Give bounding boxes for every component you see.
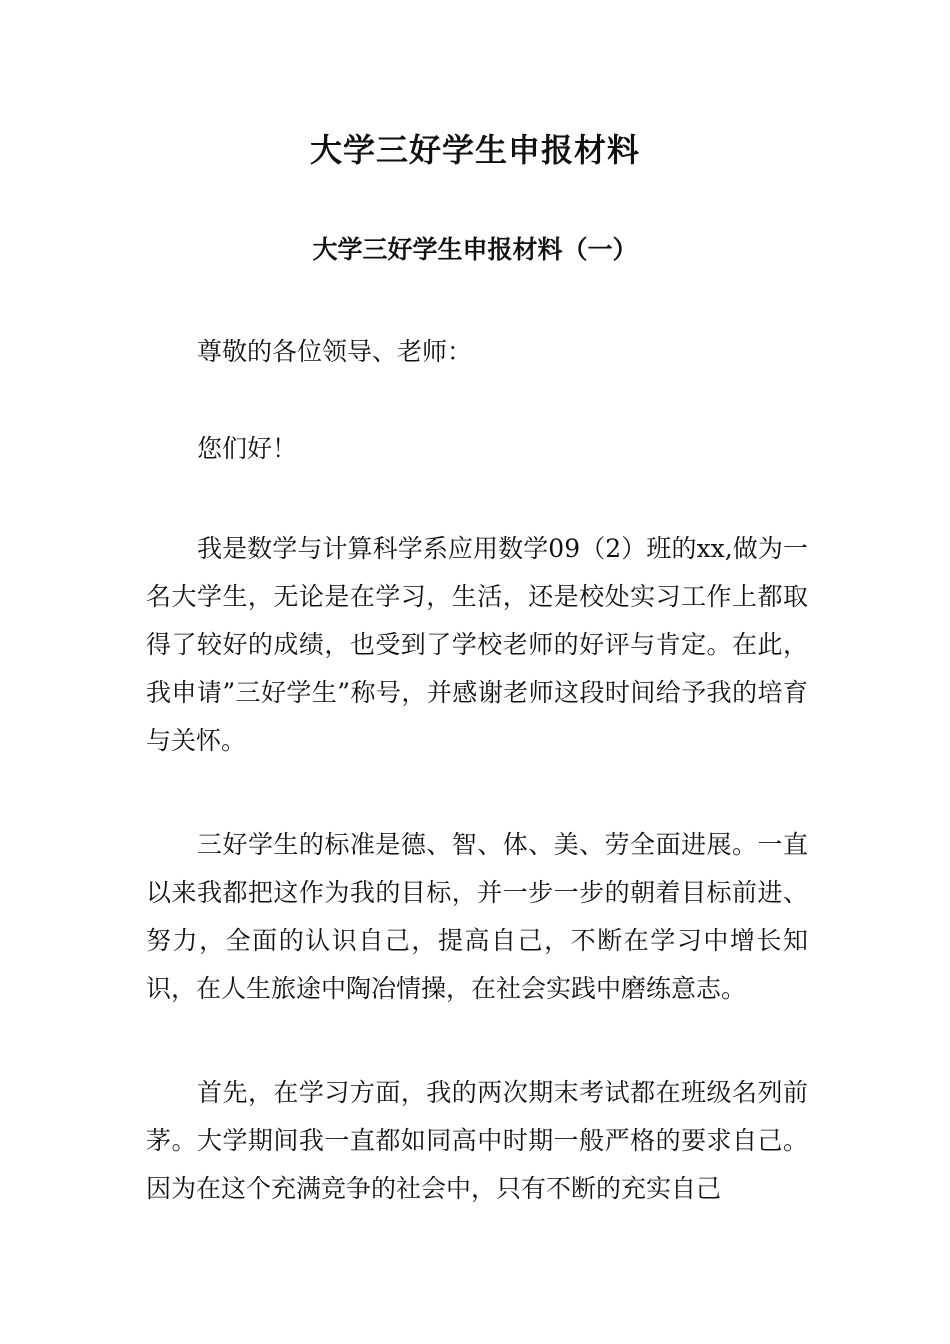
paragraph-standard: 三好学生的标准是德、智、体、美、劳全面进展。一直以来我都把这作为我的目标，并一步一步的朝着目标前进、努力，全面的认识自己，提高自己，不断在学习中增长知识，在人生旅途中陶冶情操，在社会实践中磨练意志。 <box>146 830 808 1003</box>
paragraph-hello: 您们好！ <box>197 434 298 463</box>
document-title: 大学三好学生申报材料 <box>309 131 640 169</box>
paragraph-greeting: 尊敬的各位领导、老师： <box>197 337 473 366</box>
document-subtitle: 大学三好学生申报材料（一） <box>312 235 638 264</box>
paragraph-study: 首先，在学习方面，我的两次期末考试都在班级名列前茅。大学期间我一直都如同高中时期一般严格的要求自己。因为在这个充满竞争的社会中，只有不断的充实自己 <box>146 1078 808 1203</box>
paragraph-intro: 我是数学与计算科学系应用数学09（2）班的xx,做为一名大学生，无论是在学习，生活，还是校处实习工作上都取得了较好的成绩，也受到了学校老师的好评与肯定。在此，我申请”三好学生”称号，并感谢老师这段时间给予我的培育与关怀。 <box>146 534 808 755</box>
